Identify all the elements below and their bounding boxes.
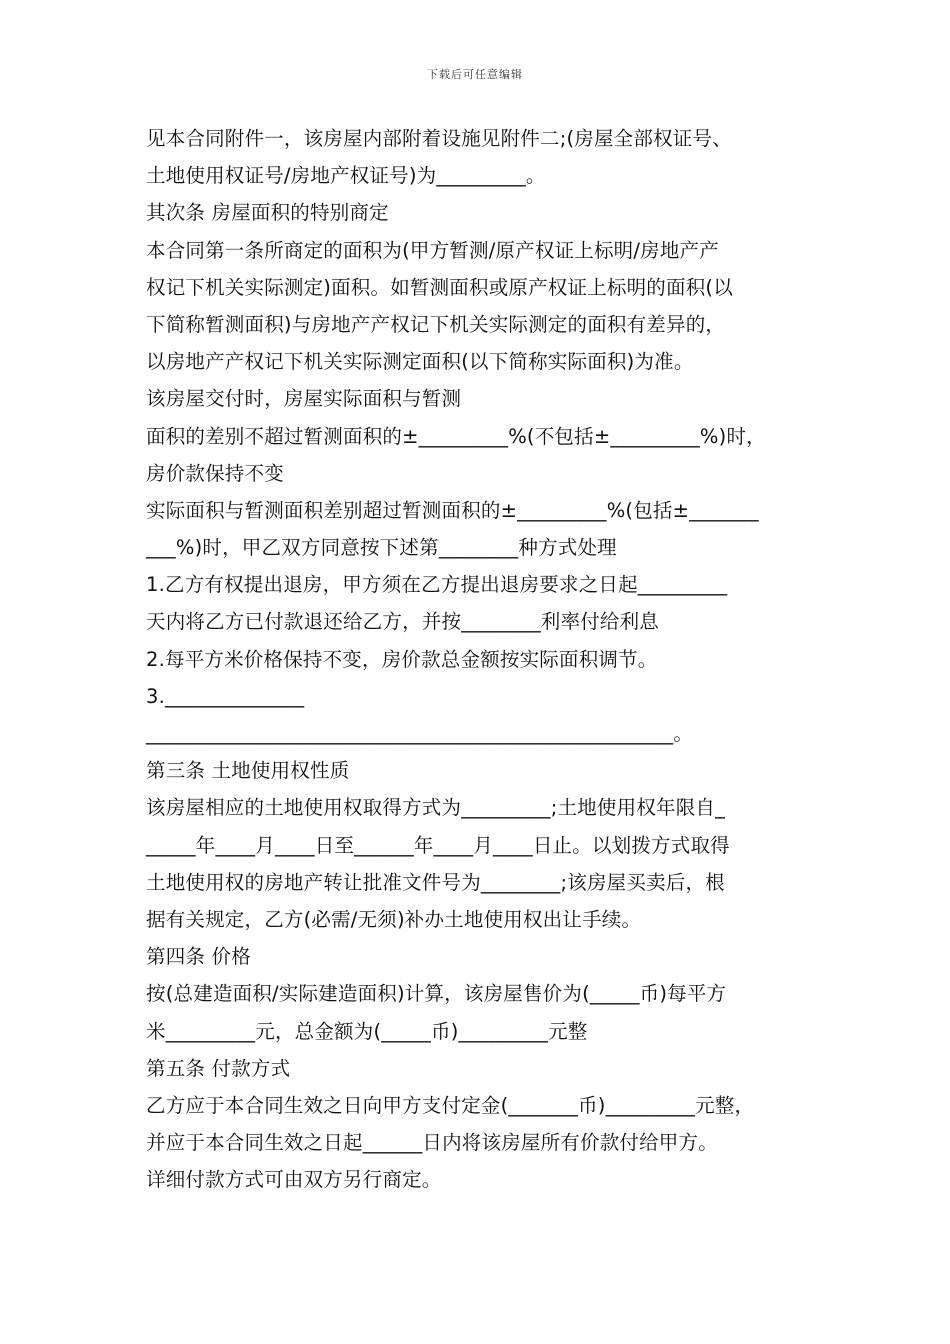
- text-line: 土地使用权的房地产转让批准文件号为________;该房屋买卖后，根: [146, 870, 725, 894]
- text-line: 乙方应于本合同生效之日向甲方支付定金(_______币)_________元整，: [146, 1093, 755, 1117]
- text-line: 权记下机关实际测定)面积。如暂测面积或原产权证上标明的面积(以: [146, 275, 733, 299]
- text-line: 据有关规定，乙方(必需/无须)补办土地使用权出让手续。: [146, 907, 642, 931]
- text-line: ___%)时，甲乙双方同意按下述第________种方式处理: [146, 536, 617, 560]
- text-line: 以房地产产权记下机关实际测定面积(以下简称实际面积)为准。: [146, 350, 694, 374]
- text-line: 并应于本合同生效之日起______日内将该房屋所有价款付给甲方。: [146, 1131, 718, 1155]
- text-line: 米_________元，总金额为(_____币)_________元整: [146, 1019, 588, 1043]
- document-body: [146, 120, 826, 1198]
- text-line: 下简称暂测面积)与房地产产权记下机关实际测定的面积有差异的，: [146, 312, 726, 336]
- text-line: 该房屋交付时，房屋实际面积与暂测: [146, 387, 462, 411]
- text-line: 房价款保持不变: [146, 461, 284, 485]
- text-line: 实际面积与暂测面积差别超过暂测面积的±_________%(包括±_______: [146, 498, 759, 522]
- text-line: 天内将乙方已付款退还给乙方，并按________利率付给利息: [146, 610, 660, 634]
- text-line: 1.乙方有权提出退房，甲方须在乙方提出退房要求之日起_________: [146, 573, 728, 597]
- section-heading: 其次条 房屋面积的特别商定: [146, 201, 389, 225]
- text-line: 按(总建造面积/实际建造面积)计算，该房屋售价为(_____币)每平方: [146, 982, 727, 1006]
- section-heading: 第五条 付款方式: [146, 1056, 291, 1080]
- text-line: 面积的差别不超过暂测面积的±_________%(不包括±_________%)时，: [146, 424, 766, 448]
- text-line: _____年____月____日至______年____月____日止。以划拨方式取得: [146, 833, 730, 857]
- section-heading: 第三条 土地使用权性质: [146, 759, 350, 783]
- text-line: 2.每平方米价格保持不变，房价款总金额按实际面积调节。: [146, 647, 658, 671]
- text-line: 本合同第一条所商定的面积为(甲方暂测/原产权证上标明/房地产产: [146, 238, 719, 262]
- text-line: 该房屋相应的土地使用权取得方式为_________;土地使用权年限自_: [146, 796, 726, 820]
- text-line: 3.______________: [146, 684, 305, 708]
- page-header: 下载后可任意编辑: [427, 68, 523, 81]
- text-line: 详细付款方式可由双方另行商定。: [146, 1168, 442, 1192]
- text-line: 土地使用权证号/房地产权证号)为_________。: [146, 164, 546, 188]
- text-line: 见本合同附件一，该房屋内部附着设施见附件二;(房屋全部权证号、: [146, 127, 732, 150]
- section-heading: 第四条 价格: [146, 945, 251, 969]
- text-line: _____________________________________________________。: [146, 722, 694, 745]
